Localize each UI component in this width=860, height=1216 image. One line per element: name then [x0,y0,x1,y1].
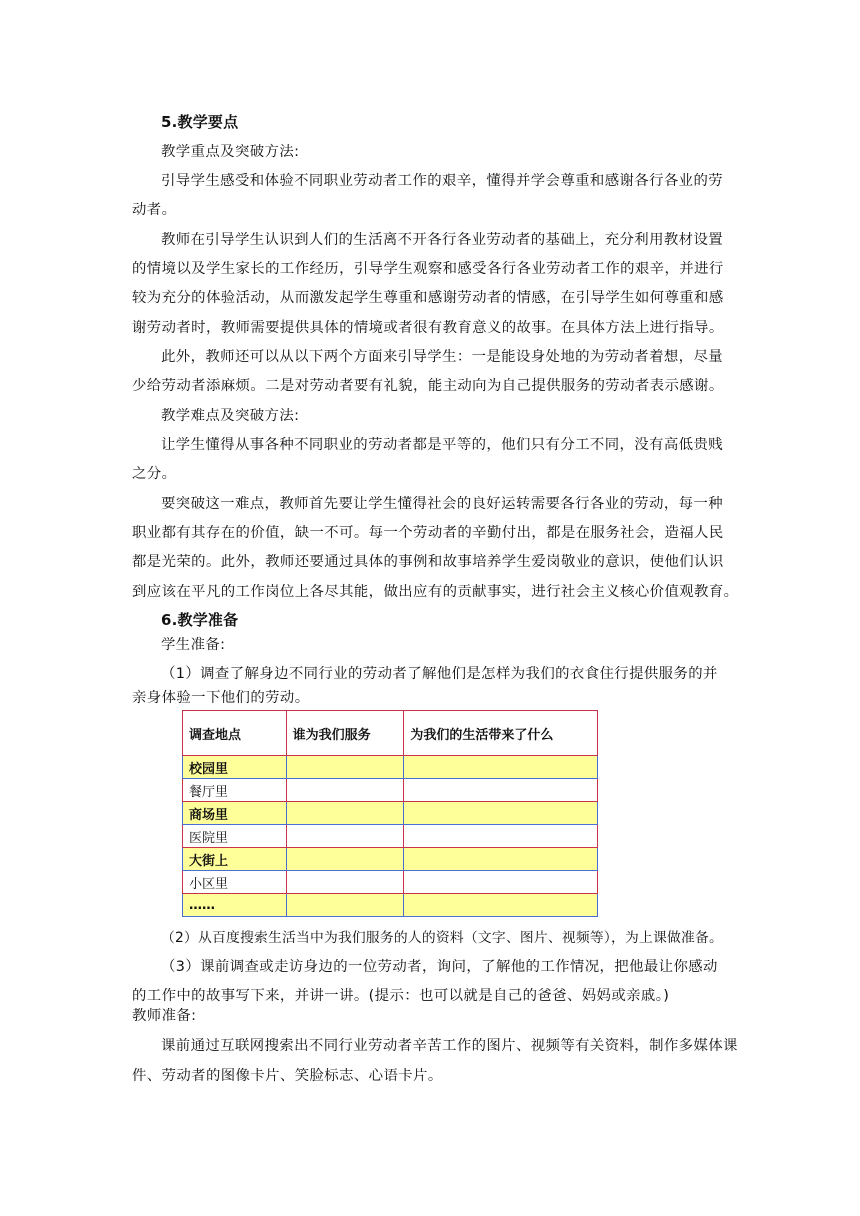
table-cell-location: 大街上 [183,848,287,871]
teacher-prep-line-2: 件、劳动者的图像卡片、笑脸标志、心语卡片。 [132,1068,443,1084]
table-row [183,825,598,848]
key-points-line-1: 引导学生感受和体验不同职业劳动者工作的艰辛，懂得并学会尊重和感谢各行各业的劳 [161,173,724,189]
difficulty-subheading: 教学难点及突破方法: [161,408,300,424]
table-row [183,871,598,894]
table-cell-location: 校园里 [183,756,287,779]
table-cell [286,848,404,871]
table-cell [404,802,598,825]
table-cell [286,779,404,802]
table-cell [286,871,404,894]
paragraph-1-line-4: 谢劳动者时，教师需要提供具体的情境或者很有教育意义的故事。在具体方法上进行指导。 [132,320,724,336]
table-cell-location: …… [183,894,287,917]
teacher-prep-label: 教师准备: [132,1008,197,1024]
table-cell [404,848,598,871]
student-prep-label: 学生准备: [161,637,226,653]
paragraph-2-line-1: 此外，教师还可以从以下两个方面来引导学生：一是能设身处地的为劳动者着想，尽量 [161,349,724,365]
student-item-3-line-1: （3）课前调查或走访身边的一位劳动者，询问，了解他的工作情况，把他最让你感动 [161,959,718,975]
key-points-line-2: 动者。 [132,202,177,218]
table-cell-location: 小区里 [183,871,287,894]
teacher-prep-line-1: 课前通过互联网搜索出不同行业劳动者辛苦工作的图片、视频等有关资料，制作多媒体课 [161,1038,738,1054]
table-cell [286,802,404,825]
table-cell [286,894,404,917]
table-cell [404,871,598,894]
table-row [183,756,598,779]
table-cell [404,779,598,802]
table-header-cell: 调查地点 [183,711,287,756]
table-cell-location: 商场里 [183,802,287,825]
paragraph-3-line-4: 到应该在平凡的工作岗位上各尽其能，做出应有的贡献事实，进行社会主义核心价值观教育。 [132,584,739,600]
difficulty-line-2: 之分。 [132,466,177,482]
table-row [183,779,598,802]
student-item-3-line-2: 的工作中的故事写下来，并讲一讲。(提示：也可以就是自己的爸爸、妈妈或亲戚。) [132,988,670,1004]
student-item-2: （2）从百度搜索生活当中为我们服务的人的资料（文字、图片、视频等），为上课做准备。 [161,930,723,946]
section-5-heading: 5.教学要点 [161,113,239,131]
paragraph-1-line-3: 较为充分的体验活动，从而激发起学生尊重和感谢劳动者的情感，在引导学生如何尊重和感 [132,290,724,306]
paragraph-3-line-2: 职业都有其存在的价值，缺一不可。每一个劳动者的辛勤付出，都是在服务社会，造福人民 [132,525,724,541]
table-cell [286,756,404,779]
paragraph-1-line-2: 的情境以及学生家长的工作经历，引导学生观察和感受各行各业劳动者工作的艰辛，并进行 [132,261,724,277]
table-cell-location: 医院里 [183,825,287,848]
paragraph-3-line-3: 都是光荣的。此外，教师还要通过具体的事例和故事培养学生爱岗敬业的意识，使他们认识 [132,554,724,570]
table-row [183,894,598,917]
student-item-1-line-2: 亲身体验一下他们的劳动。 [132,690,310,706]
table-cell [404,825,598,848]
difficulty-line-1: 让学生懂得从事各种不同职业的劳动者都是平等的，他们只有分工不同，没有高低贵贱 [161,437,724,453]
section-6-heading: 6.教学准备 [161,611,239,629]
table-cell [286,825,404,848]
table-header-row [183,711,598,756]
key-points-subheading: 教学重点及突破方法: [161,144,300,160]
paragraph-3-line-1: 要突破这一难点，教师首先要让学生懂得社会的良好运转需要各行各业的劳动，每一种 [161,496,724,512]
table-cell [404,756,598,779]
table-header-cell: 谁为我们服务 [286,711,404,756]
paragraph-2-line-2: 少给劳动者添麻烦。二是对劳动者要有礼貌，能主动向为自己提供服务的劳动者表示感谢。 [132,378,724,394]
table-header-cell: 为我们的生活带来了什么 [404,711,598,756]
student-item-1-line-1: （1）调查了解身边不同行业的劳动者了解他们是怎样为我们的衣食住行提供服务的并 [161,666,718,682]
table-row [183,848,598,871]
survey-table [182,710,598,917]
table-cell [404,894,598,917]
table-cell-location: 餐厅里 [183,779,287,802]
paragraph-1-line-1: 教师在引导学生认识到人们的生活离不开各行各业劳动者的基础上，充分利用教材设置 [161,232,724,248]
table-row [183,802,598,825]
